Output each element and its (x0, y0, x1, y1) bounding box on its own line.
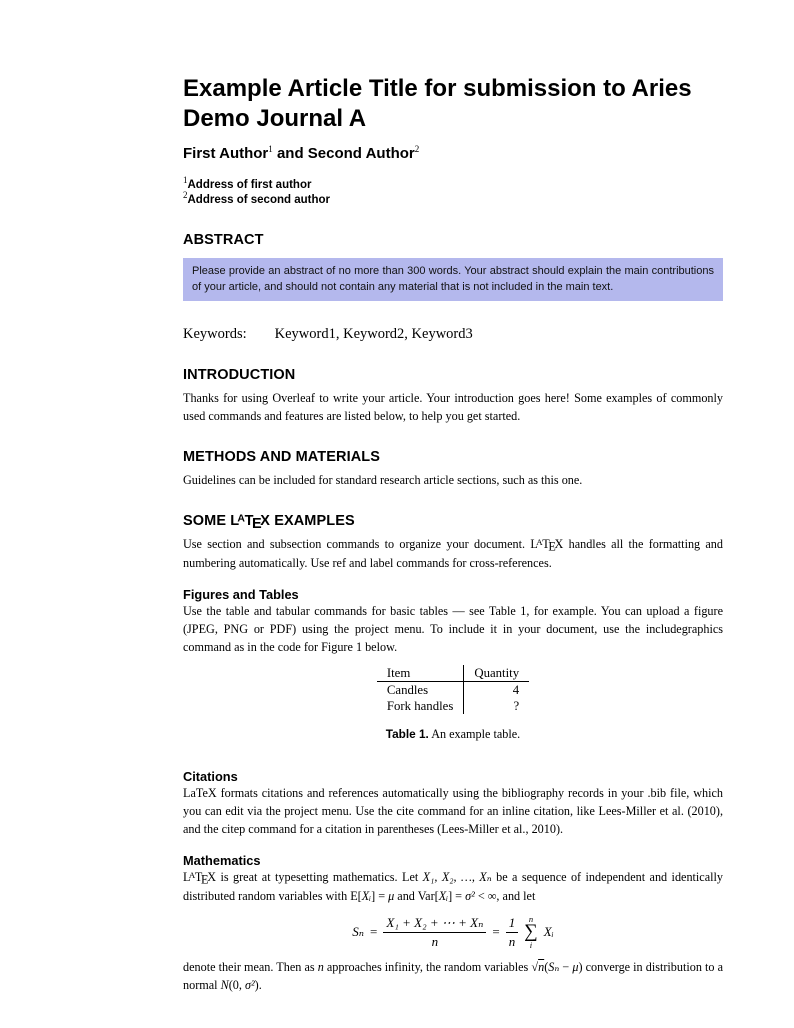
abstract-heading: ABSTRACT (183, 232, 264, 249)
text-segment: (0, (228, 978, 245, 993)
table-cell-quantity: ? (464, 698, 529, 714)
latex-examples-heading (183, 513, 723, 533)
equation-fraction-1 (383, 915, 486, 949)
text-segment: N (220, 978, 229, 993)
authors-joiner: and (272, 145, 308, 162)
address-2-superscript: 2 (183, 190, 188, 201)
keywords-line (183, 326, 723, 343)
equation-lhs: Sₙ (352, 924, 365, 940)
fraction-2-numerator: 1 (506, 915, 519, 933)
table-caption-label: Table 1. (385, 727, 429, 742)
address-line-2 (183, 190, 723, 208)
abstract-box: Please provide an abstract of no more than 300 words. Your abstract should explain the main contributions of your article, and should not contain any material that is not included in the main text. (183, 258, 723, 301)
table-caption-text: An example table. (431, 727, 521, 742)
text-segment: σ² (465, 889, 475, 904)
author-first-superscript: 1 (268, 144, 273, 154)
summation-lower-index: i (529, 940, 533, 951)
text-segment: approaches infinity, the random variables (323, 960, 532, 975)
text-segment: denote their mean. Then as (183, 960, 318, 975)
text-segment: μ (388, 889, 395, 904)
table-row (377, 698, 529, 714)
methods-paragraph: Guidelines can be included for standard research article sections, such as this one. (183, 473, 583, 488)
text-segment: − (559, 960, 573, 975)
keywords-value: Keyword1, Keyword2, Keyword3 (274, 326, 473, 343)
latex-logo-letter: A (237, 514, 245, 526)
text-segment: σ² (244, 978, 255, 993)
text-segment: ). (254, 978, 262, 993)
author-first-name: First Author (183, 145, 269, 162)
introduction-heading: INTRODUCTION (183, 367, 296, 384)
text-segment: n (317, 960, 324, 975)
citations-heading: Citations (183, 769, 238, 785)
table-cell-item: Fork handles (386, 698, 454, 713)
equation-fraction-2 (506, 915, 519, 949)
latex-logo (183, 870, 217, 887)
address-2-text: Address of second author (187, 194, 330, 207)
keywords-label: Keywords: (183, 326, 247, 343)
figures-tables-heading: Figures and Tables (183, 587, 299, 603)
article-title: Example Article Title for submission to Aries Demo Journal A (183, 75, 692, 132)
fraction-1-denominator: n (431, 933, 439, 949)
equation-equals-2: = (492, 924, 500, 940)
latex-logo-letter: L (230, 513, 240, 530)
latex-logo-letter: T (542, 537, 550, 552)
table-header-row (377, 665, 529, 682)
text-segment: ] = (448, 889, 466, 904)
introduction-paragraph: Thanks for using Overleaf to write your article. Your introduction goes here! Some examples of commonly used commands and features are listed below, to help you get started. (183, 391, 723, 424)
address-line-1 (183, 175, 723, 193)
fraction-1-numerator: X₁ + X₂ + ⋯ + Xₙ (383, 915, 486, 933)
latex-examples-heading-suffix: EXAMPLES (270, 513, 355, 530)
equation-term: Xᵢ (543, 924, 554, 940)
latex-logo-letter: X (260, 513, 271, 530)
latex-logo-letter: E (548, 539, 556, 554)
authors-line (183, 145, 723, 162)
table-cell-item: Candles (386, 682, 429, 697)
latex-logo-letter: A (188, 870, 196, 881)
text-segment: μ (572, 960, 579, 975)
text-segment: and Var[ (394, 889, 439, 904)
text-segment: Xᵢ (438, 889, 449, 904)
author-second-name: Second Author (307, 145, 415, 162)
example-table (377, 665, 529, 714)
text-segment: Sₙ (548, 960, 560, 975)
address-1-text: Address of first author (187, 179, 312, 191)
summation (524, 915, 538, 950)
table-header-item: Item (386, 665, 411, 680)
text-segment: handles all the formatting and numbering automatically. Use ref and label commands for cross-references. (183, 537, 723, 571)
table-header-quantity: Quantity (464, 665, 529, 682)
table-caption (183, 727, 723, 742)
equation (183, 912, 723, 952)
mathematics-closing-paragraph (183, 958, 723, 994)
example-table-wrapper (183, 665, 723, 714)
address-1-superscript: 1 (183, 175, 188, 186)
text-segment: ( (544, 960, 549, 975)
text-segment: be a sequence of independent and identically distributed random variables with E[ (183, 870, 723, 904)
latex-logo-letter: X (554, 537, 564, 552)
table-cell-quantity: 4 (464, 682, 529, 699)
latex-logo (530, 537, 564, 554)
latex-examples-paragraph (183, 535, 723, 572)
latex-logo-letter: A (536, 537, 543, 548)
addresses-block (183, 175, 723, 208)
latex-logo-letter: E (251, 516, 262, 533)
mathematics-heading: Mathematics (183, 853, 261, 869)
text-segment: Xᵢ (361, 889, 372, 904)
latex-logo-letter: X (207, 870, 217, 885)
article-content-column (183, 0, 723, 994)
text-segment: is great at typesetting mathematics. Let (216, 870, 423, 885)
fraction-2-denominator: n (508, 933, 516, 949)
latex-logo-letter: L (530, 537, 538, 552)
summation-sigma-symbol: ∑ (524, 921, 538, 943)
text-segment: n (538, 960, 545, 975)
text-segment: < ∞, and let (474, 889, 536, 904)
text-segment: Use section and subsection commands to organize your document. (183, 537, 531, 552)
figures-tables-paragraph: Use the table and tabular commands for basic tables — see Table 1, for example. You can upload a figure (JPEG, PNG or PDF) using the project menu. To include it in your document, use the includegraphics command as in the code for Figure 1 below. (183, 604, 723, 655)
table-row (377, 682, 529, 699)
summation-upper-limit: n (528, 913, 534, 924)
latex-logo (230, 513, 271, 533)
latex-logo-letter: T (194, 870, 203, 885)
methods-heading: METHODS AND MATERIALS (183, 449, 381, 466)
latex-logo-letter: L (183, 870, 191, 885)
citations-paragraph: LaTeX formats citations and references automatically using the bibliography records in your .bib file, which you can edit via the project menu. Use the cite command for an inline citation, like Lees-Miller et al. (2010), and the citep command for a citation in parentheses (Lees-Miller et al., 2010). (183, 786, 723, 837)
text-segment: ) converge in distribution to a normal (183, 960, 724, 993)
table-body (377, 682, 529, 715)
text-segment: X₁, X₂, …, Xₙ (422, 870, 492, 885)
latex-logo-letter: E (201, 872, 209, 887)
text-segment: √ (531, 960, 539, 975)
equation-equals-1: = (370, 924, 378, 940)
author-second-superscript: 2 (414, 144, 420, 154)
latex-examples-heading-prefix: SOME (183, 513, 231, 530)
latex-logo-letter: T (244, 513, 254, 530)
mathematics-paragraph (183, 868, 723, 905)
text-segment: ] = (371, 889, 389, 904)
